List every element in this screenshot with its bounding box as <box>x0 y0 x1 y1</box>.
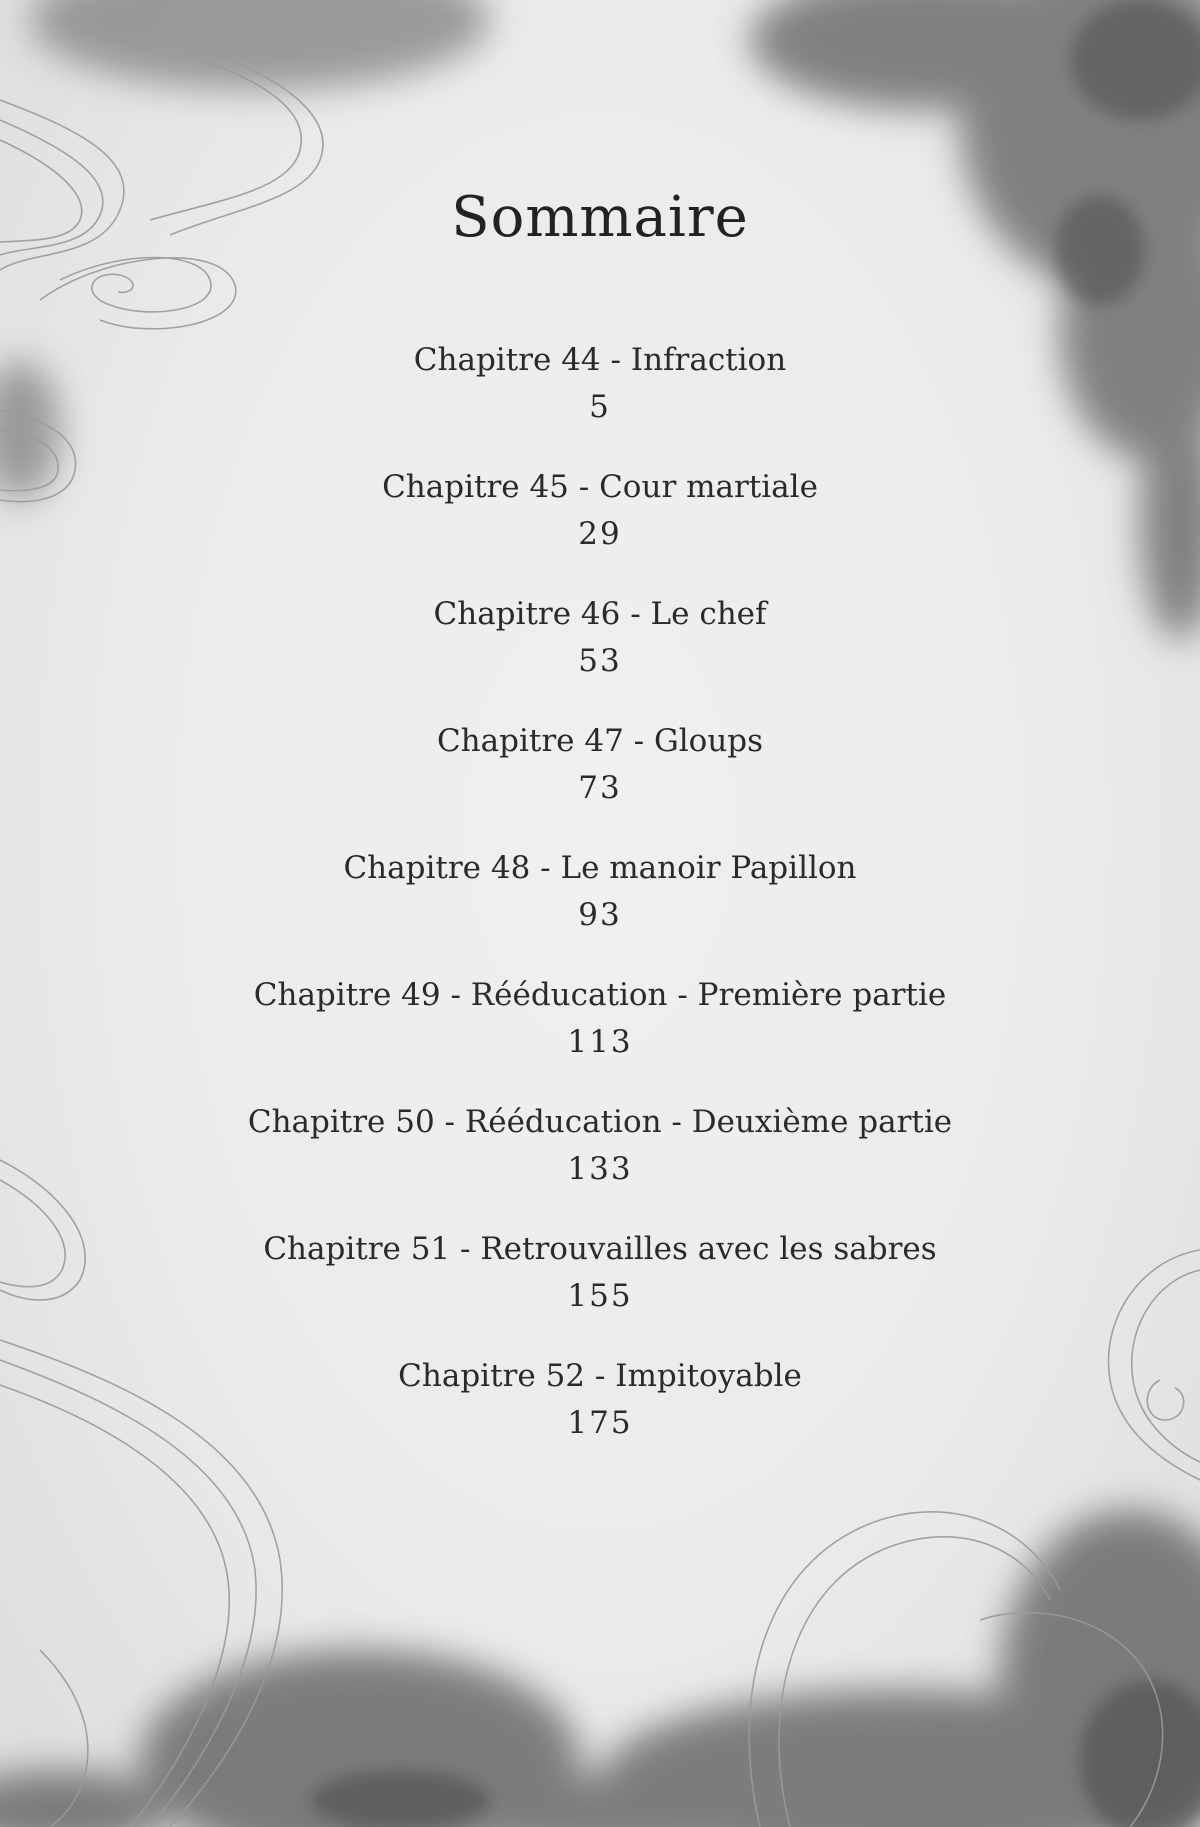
chapter-page-number: 133 <box>567 1151 633 1187</box>
chapter-title: Chapitre 52 - Impitoyable <box>398 1358 802 1394</box>
toc-entry <box>0 844 1200 971</box>
chapter-title: Chapitre 46 - Le chef <box>433 596 767 632</box>
toc-entry <box>0 1098 1200 1225</box>
toc-entry <box>0 463 1200 590</box>
chapter-page-number: 113 <box>567 1024 633 1060</box>
chapter-title: Chapitre 50 - Rééducation - Deuxième partie <box>247 1104 953 1140</box>
page-title: Sommaire <box>451 185 749 250</box>
toc-list <box>0 336 1200 1479</box>
chapter-page-number: 29 <box>578 516 622 552</box>
chapter-title: Chapitre 45 - Cour martiale <box>382 469 818 505</box>
chapter-page-number: 5 <box>589 389 611 425</box>
chapter-page-number: 73 <box>578 770 622 806</box>
chapter-title: Chapitre 48 - Le manoir Papillon <box>343 850 857 886</box>
toc-entry <box>0 590 1200 717</box>
chapter-title: Chapitre 47 - Gloups <box>436 723 764 759</box>
toc-entry <box>0 717 1200 844</box>
chapter-page-number: 93 <box>578 897 622 933</box>
toc-entry <box>0 1225 1200 1352</box>
chapter-title: Chapitre 51 - Retrouvailles avec les sabres <box>263 1231 937 1267</box>
toc-entry <box>0 971 1200 1098</box>
toc-entry <box>0 336 1200 463</box>
chapter-title: Chapitre 49 - Rééducation - Première partie <box>253 977 947 1013</box>
chapter-page-number: 53 <box>578 643 622 679</box>
ink-stain-bottom <box>0 1510 1200 1827</box>
chapter-page-number: 155 <box>567 1278 633 1314</box>
toc-entry <box>0 1352 1200 1479</box>
chapter-title: Chapitre 44 - Infraction <box>413 342 787 378</box>
chapter-page-number: 175 <box>567 1405 633 1441</box>
